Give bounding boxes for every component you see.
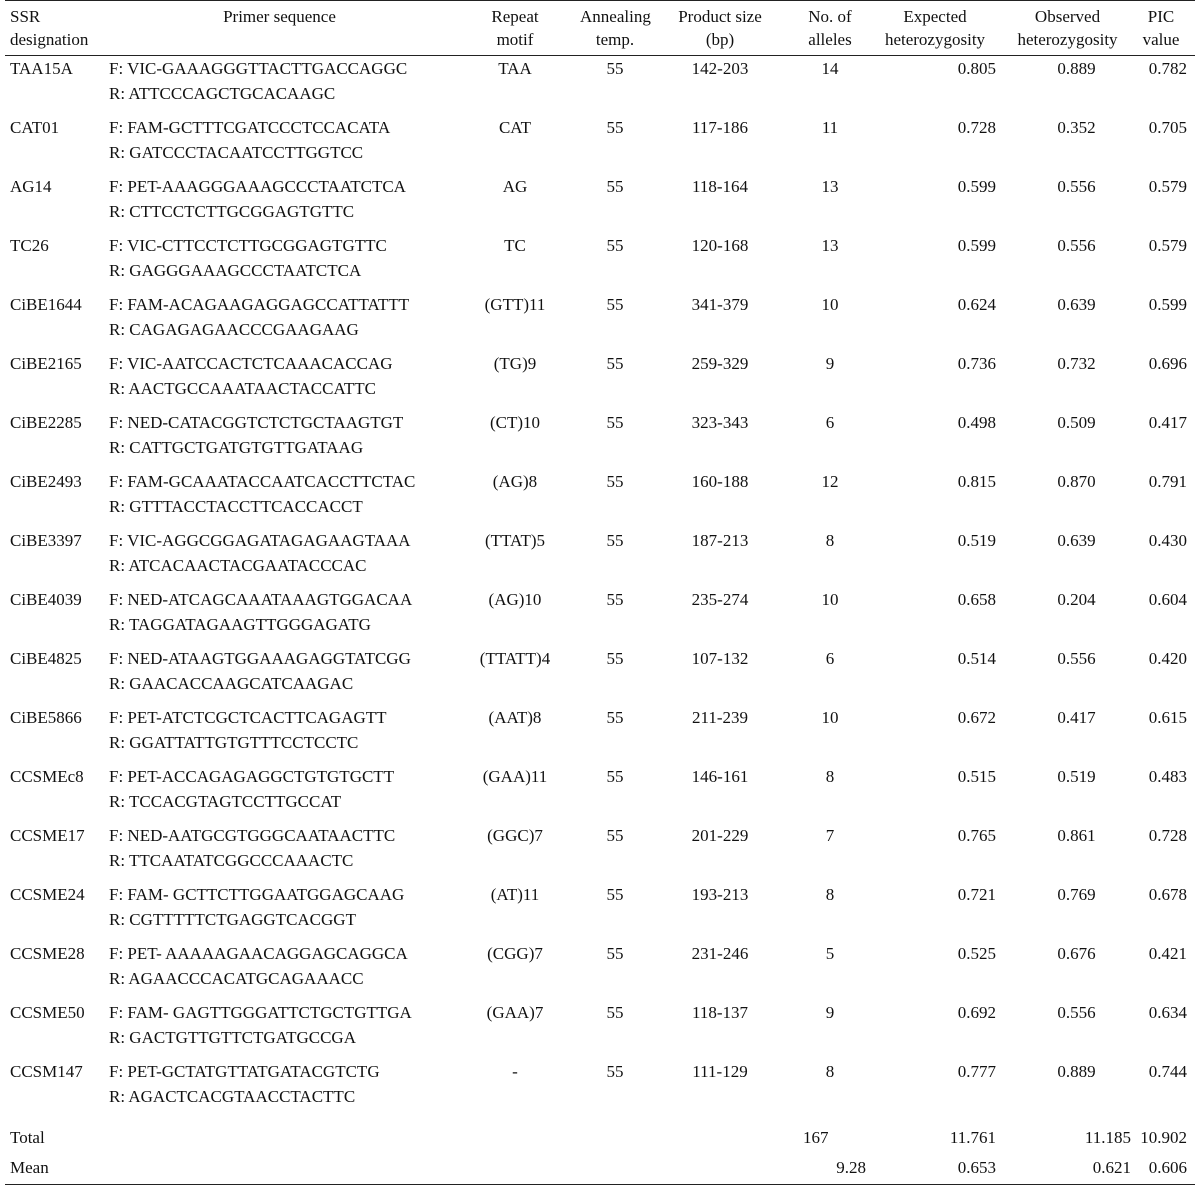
cell-primer (105, 410, 450, 469)
header-expected-line1: Expected (903, 7, 967, 26)
cell-observed: 0.556 (1057, 177, 1096, 196)
cell-designation: CCSME24 (10, 885, 85, 904)
cell-primer (105, 587, 450, 646)
cell-pic: 0.791 (1148, 472, 1187, 491)
cell-primer (105, 351, 450, 410)
table-row (5, 292, 1195, 351)
cell-size: 235-274 (691, 590, 749, 609)
cell-primer (105, 823, 450, 882)
cell-expected: 0.514 (957, 649, 996, 668)
primer-forward: F: FAM- GCTTCTTGGAATGGAGCAAG (109, 885, 405, 904)
cell-observed: 0.509 (1057, 413, 1096, 432)
cell-motif: (CGG)7 (487, 944, 543, 963)
table-row (5, 941, 1195, 1000)
primer-reverse: R: GTTTACCTACCTTCACCACCT (109, 497, 363, 516)
cell-observed: 0.732 (1057, 354, 1096, 373)
cell-designation: CCSME50 (10, 1003, 85, 1022)
cell-primer (105, 882, 450, 941)
primer-forward: F: PET-ACCAGAGAGGCTGTGTGCTT (109, 767, 395, 786)
cell-anneal: 55 (606, 236, 624, 255)
cell-size: 231-246 (691, 944, 749, 963)
primer-forward: F: VIC-AGGCGGAGATAGAGAAGTAAA (109, 531, 411, 550)
header-designation-line2: designation (10, 30, 89, 49)
header-observed (1000, 1, 1135, 56)
primer-forward: F: NED-CATACGGTCTCTGCTAAGTGT (109, 413, 404, 432)
table-row (5, 115, 1195, 174)
primer-forward: F: PET-AAAGGGAAAGCCCTAATCTCA (109, 177, 406, 196)
cell-size: 111-129 (692, 1062, 748, 1081)
ssr-primer-table (5, 0, 1195, 1185)
cell-size: 187-213 (691, 531, 749, 550)
total-row (5, 1118, 1195, 1154)
cell-pic: 0.615 (1148, 708, 1187, 727)
cell-size: 118-137 (691, 1003, 749, 1022)
cell-motif: (AAT)8 (488, 708, 542, 727)
header-anneal (580, 1, 650, 56)
cell-size: 259-329 (691, 354, 749, 373)
header-alleles-line2: alleles (808, 30, 852, 49)
header-motif-line2: motif (496, 30, 534, 49)
header-primer (105, 1, 450, 56)
mean-observed: 0.621 (1092, 1158, 1131, 1177)
cell-size: 142-203 (691, 59, 749, 78)
cell-anneal: 55 (606, 1062, 624, 1081)
total-expected: 11.761 (949, 1128, 996, 1147)
cell-alleles: 13 (821, 236, 839, 255)
header-alleles-line1: No. of (808, 7, 852, 26)
cell-expected: 0.765 (957, 826, 996, 845)
total-alleles: 167 (803, 1128, 829, 1147)
header-anneal-line2: temp. (595, 30, 635, 49)
cell-expected: 0.525 (957, 944, 996, 963)
cell-anneal: 55 (606, 708, 624, 727)
cell-size: 341-379 (691, 295, 749, 314)
header-size (650, 1, 790, 56)
cell-pic: 0.599 (1148, 295, 1187, 314)
primer-forward: F: VIC-AATCCACTCTCAAACACCAG (109, 354, 393, 373)
cell-observed: 0.639 (1057, 531, 1096, 550)
cell-expected: 0.805 (957, 59, 996, 78)
primer-forward: F: PET- AAAAAGAACAGGAGCAGGCA (109, 944, 408, 963)
cell-designation: CCSMEc8 (10, 767, 84, 786)
cell-size: 211-239 (691, 708, 749, 727)
primer-forward: F: PET-GCTATGTTATGATACGTCTG (109, 1062, 380, 1081)
cell-primer (105, 1000, 450, 1059)
table-row (5, 882, 1195, 941)
cell-alleles: 7 (825, 826, 835, 845)
cell-primer (105, 174, 450, 233)
cell-expected: 0.692 (957, 1003, 996, 1022)
cell-primer (105, 528, 450, 587)
cell-primer (105, 1059, 450, 1118)
cell-primer (105, 705, 450, 764)
mean-pic: 0.606 (1148, 1158, 1187, 1177)
header-observed-line1: Observed (1034, 7, 1101, 26)
primer-reverse: R: CGTTTTTCTGAGGTCACGGT (109, 910, 356, 929)
cell-motif: (CT)10 (489, 413, 541, 432)
cell-observed: 0.889 (1057, 1062, 1096, 1081)
cell-observed: 0.352 (1057, 118, 1096, 137)
primer-forward: F: FAM-GCAAATACCAATCACCTTCTAC (109, 472, 416, 491)
total-label: Total (10, 1128, 45, 1147)
table-row (5, 705, 1195, 764)
header-size-line1: Product size (678, 7, 762, 26)
cell-alleles: 14 (821, 59, 839, 78)
cell-designation: CiBE2493 (10, 472, 82, 491)
cell-motif: TAA (498, 59, 532, 78)
cell-expected: 0.519 (957, 531, 996, 550)
primer-reverse: R: GATCCCTACAATCCTTGGTCC (109, 143, 364, 162)
cell-expected: 0.658 (957, 590, 996, 609)
cell-alleles: 11 (821, 118, 839, 137)
cell-anneal: 55 (606, 590, 624, 609)
cell-anneal: 55 (606, 118, 624, 137)
header-pic-line2: value (1142, 30, 1180, 49)
cell-anneal: 55 (606, 1003, 624, 1022)
table-row (5, 469, 1195, 528)
cell-size: 160-188 (691, 472, 749, 491)
cell-anneal: 55 (606, 649, 624, 668)
cell-anneal: 55 (606, 472, 624, 491)
cell-primer (105, 469, 450, 528)
primer-forward: F: PET-ATCTCGCTCACTTCAGAGTT (109, 708, 387, 727)
cell-pic: 0.421 (1148, 944, 1187, 963)
cell-motif: - (512, 1062, 518, 1081)
cell-observed: 0.556 (1057, 1003, 1096, 1022)
primer-forward: F: VIC-GAAAGGGTTACTTGACCAGGC (109, 59, 408, 78)
cell-designation: CiBE5866 (10, 708, 82, 727)
cell-designation: AG14 (10, 177, 52, 196)
cell-pic: 0.430 (1148, 531, 1187, 550)
cell-alleles: 9 (825, 354, 835, 373)
primer-forward: F: NED-ATCAGCAAATAAAGTGGACAA (109, 590, 413, 609)
cell-alleles: 13 (821, 177, 839, 196)
cell-alleles: 5 (825, 944, 835, 963)
cell-anneal: 55 (606, 413, 624, 432)
cell-observed: 0.556 (1057, 649, 1096, 668)
cell-primer (105, 764, 450, 823)
cell-primer (105, 292, 450, 351)
primer-reverse: R: GACTGTTGTTCTGATGCCGA (109, 1028, 356, 1047)
primer-forward: F: FAM-ACAGAAGAGGAGCCATTATTT (109, 295, 410, 314)
cell-anneal: 55 (606, 944, 624, 963)
table-row (5, 528, 1195, 587)
cell-alleles: 10 (821, 708, 839, 727)
cell-designation: CCSME17 (10, 826, 85, 845)
cell-pic: 0.579 (1148, 236, 1187, 255)
cell-anneal: 55 (606, 531, 624, 550)
cell-motif: (TG)9 (493, 354, 537, 373)
cell-alleles: 10 (821, 295, 839, 314)
table-row (5, 174, 1195, 233)
primer-reverse: R: AGAACCCACATGCAGAAACC (109, 969, 364, 988)
cell-alleles: 8 (825, 885, 835, 904)
cell-primer (105, 56, 450, 116)
total-pic: 10.902 (1140, 1128, 1187, 1147)
cell-designation: TAA15A (10, 59, 73, 78)
cell-expected: 0.624 (957, 295, 996, 314)
cell-observed: 0.889 (1057, 59, 1096, 78)
header-expected (870, 1, 1000, 56)
cell-observed: 0.639 (1057, 295, 1096, 314)
cell-primer (105, 233, 450, 292)
cell-motif: (TTAT)5 (484, 531, 545, 550)
header-designation-line1: SSR (10, 7, 41, 26)
cell-alleles: 12 (821, 472, 839, 491)
primer-reverse: R: TTCAATATCGGCCCAAACTC (109, 851, 354, 870)
cell-size: 107-132 (691, 649, 749, 668)
primer-reverse: R: GAACACCAAGCATCAAGAC (109, 674, 354, 693)
cell-designation: CCSME28 (10, 944, 85, 963)
primer-reverse: R: CTTCCTCTTGCGGAGTGTTC (109, 202, 355, 221)
cell-observed: 0.204 (1057, 590, 1096, 609)
cell-expected: 0.599 (957, 177, 996, 196)
cell-pic: 0.696 (1148, 354, 1187, 373)
primer-forward: F: FAM- GAGTTGGGATTCTGCTGTTGA (109, 1003, 412, 1022)
cell-designation: CCSM147 (10, 1062, 83, 1081)
cell-expected: 0.815 (957, 472, 996, 491)
cell-motif: TC (504, 236, 526, 255)
primer-reverse: R: AGACTCACGTAACCTACTTC (109, 1087, 356, 1106)
cell-primer (105, 941, 450, 1000)
cell-designation: CiBE2285 (10, 413, 82, 432)
primer-reverse: R: ATCACAACTACGAATACCCAC (109, 556, 367, 575)
table-row (5, 764, 1195, 823)
primer-reverse: R: GGATTATTGTGTTTCCTCCTC (109, 733, 359, 752)
cell-expected: 0.736 (957, 354, 996, 373)
cell-anneal: 55 (606, 295, 624, 314)
header-anneal-line1: Annealing (580, 7, 651, 26)
cell-designation: CiBE4825 (10, 649, 82, 668)
cell-observed: 0.417 (1057, 708, 1096, 727)
cell-expected: 0.721 (957, 885, 996, 904)
header-alleles (790, 1, 870, 56)
cell-observed: 0.769 (1057, 885, 1096, 904)
cell-motif: (AG)8 (492, 472, 538, 491)
cell-size: 193-213 (691, 885, 749, 904)
cell-motif: (AT)11 (490, 885, 540, 904)
cell-expected: 0.777 (957, 1062, 996, 1081)
cell-alleles: 6 (825, 649, 835, 668)
header-size-line2: (bp) (705, 30, 735, 49)
primer-reverse: R: CATTGCTGATGTGTTGATAAG (109, 438, 364, 457)
header-pic-line1: PIC (1147, 7, 1175, 26)
cell-alleles: 8 (825, 767, 835, 786)
cell-observed: 0.870 (1057, 472, 1096, 491)
cell-expected: 0.515 (957, 767, 996, 786)
cell-designation: CiBE2165 (10, 354, 82, 373)
header-motif (450, 1, 580, 56)
cell-primer (105, 646, 450, 705)
cell-size: 118-164 (691, 177, 749, 196)
table-row (5, 56, 1195, 116)
primer-reverse: R: CAGAGAGAACCCGAAGAAG (109, 320, 359, 339)
cell-alleles: 6 (825, 413, 835, 432)
table-row (5, 233, 1195, 292)
primer-forward: F: FAM-GCTTTCGATCCCTCCACATA (109, 118, 391, 137)
primer-forward: F: VIC-CTTCCTCTTGCGGAGTGTTC (109, 236, 387, 255)
cell-anneal: 55 (606, 354, 624, 373)
cell-observed: 0.861 (1057, 826, 1096, 845)
mean-expected: 0.653 (957, 1158, 996, 1177)
cell-alleles: 8 (825, 1062, 835, 1081)
cell-size: 146-161 (691, 767, 749, 786)
cell-size: 117-186 (691, 118, 749, 137)
header-designation (5, 1, 105, 56)
cell-pic: 0.634 (1148, 1003, 1187, 1022)
header-row (5, 1, 1195, 56)
cell-motif: CAT (498, 118, 532, 137)
cell-alleles: 9 (825, 1003, 835, 1022)
header-primer-line1: Primer sequence (223, 7, 336, 26)
cell-pic: 0.604 (1148, 590, 1187, 609)
primer-reverse: R: AACTGCCAAATAACTACCATTC (109, 379, 376, 398)
primer-forward: F: NED-ATAAGTGGAAAGAGGTATCGG (109, 649, 411, 668)
cell-pic: 0.417 (1148, 413, 1187, 432)
cell-pic: 0.744 (1148, 1062, 1187, 1081)
cell-motif: (GAA)11 (482, 767, 548, 786)
primer-reverse: R: TAGGATAGAAGTTGGGAGATG (109, 615, 371, 634)
cell-designation: CAT01 (10, 118, 60, 137)
header-expected-line2: heterozygosity (884, 30, 986, 49)
table-body (5, 56, 1195, 1185)
cell-pic: 0.420 (1148, 649, 1187, 668)
cell-pic: 0.782 (1148, 59, 1187, 78)
cell-motif: (GAA)7 (486, 1003, 544, 1022)
cell-designation: CiBE3397 (10, 531, 82, 550)
primer-reverse: R: ATTCCCAGCTGCACAAGC (109, 84, 336, 103)
cell-motif: (TTATT)4 (479, 649, 551, 668)
cell-motif: AG (502, 177, 528, 196)
cell-size: 323-343 (691, 413, 749, 432)
header-motif-line1: Repeat (491, 7, 539, 26)
mean-row (5, 1154, 1195, 1185)
cell-pic: 0.728 (1148, 826, 1187, 845)
primer-reverse: R: GAGGGAAAGCCCTAATCTCA (109, 261, 362, 280)
cell-pic: 0.678 (1148, 885, 1187, 904)
header-pic (1135, 1, 1195, 56)
cell-pic: 0.705 (1148, 118, 1187, 137)
cell-observed: 0.676 (1057, 944, 1096, 963)
cell-pic: 0.483 (1148, 767, 1187, 786)
cell-expected: 0.728 (957, 118, 996, 137)
primer-forward: F: NED-AATGCGTGGGCAATAACTTC (109, 826, 396, 845)
primer-reverse: R: TCCACGTAGTCCTTGCCAT (109, 792, 342, 811)
header-observed-line2: heterozygosity (1017, 30, 1118, 49)
cell-size: 120-168 (691, 236, 749, 255)
table-row (5, 587, 1195, 646)
cell-primer (105, 115, 450, 174)
cell-anneal: 55 (606, 767, 624, 786)
cell-motif: (GGC)7 (487, 826, 543, 845)
total-observed: 11.185 (1084, 1128, 1131, 1147)
cell-anneal: 55 (606, 59, 624, 78)
mean-label: Mean (10, 1158, 49, 1177)
cell-anneal: 55 (606, 885, 624, 904)
cell-designation: CiBE4039 (10, 590, 82, 609)
table-header (5, 1, 1195, 56)
cell-alleles: 10 (821, 590, 839, 609)
mean-alleles: 9.28 (836, 1158, 866, 1177)
cell-motif: (AG)10 (488, 590, 542, 609)
table-row (5, 646, 1195, 705)
table-row (5, 410, 1195, 469)
table-row (5, 823, 1195, 882)
cell-observed: 0.519 (1057, 767, 1096, 786)
cell-expected: 0.498 (957, 413, 996, 432)
cell-observed: 0.556 (1057, 236, 1096, 255)
cell-expected: 0.672 (957, 708, 996, 727)
cell-size: 201-229 (691, 826, 749, 845)
cell-anneal: 55 (606, 826, 624, 845)
table-row (5, 1000, 1195, 1059)
cell-pic: 0.579 (1148, 177, 1187, 196)
cell-designation: CiBE1644 (10, 295, 82, 314)
table-row (5, 1059, 1195, 1118)
cell-motif: (GTT)11 (484, 295, 546, 314)
cell-designation: TC26 (10, 236, 49, 255)
cell-expected: 0.599 (957, 236, 996, 255)
cell-alleles: 8 (825, 531, 835, 550)
table-row (5, 351, 1195, 410)
cell-anneal: 55 (606, 177, 624, 196)
